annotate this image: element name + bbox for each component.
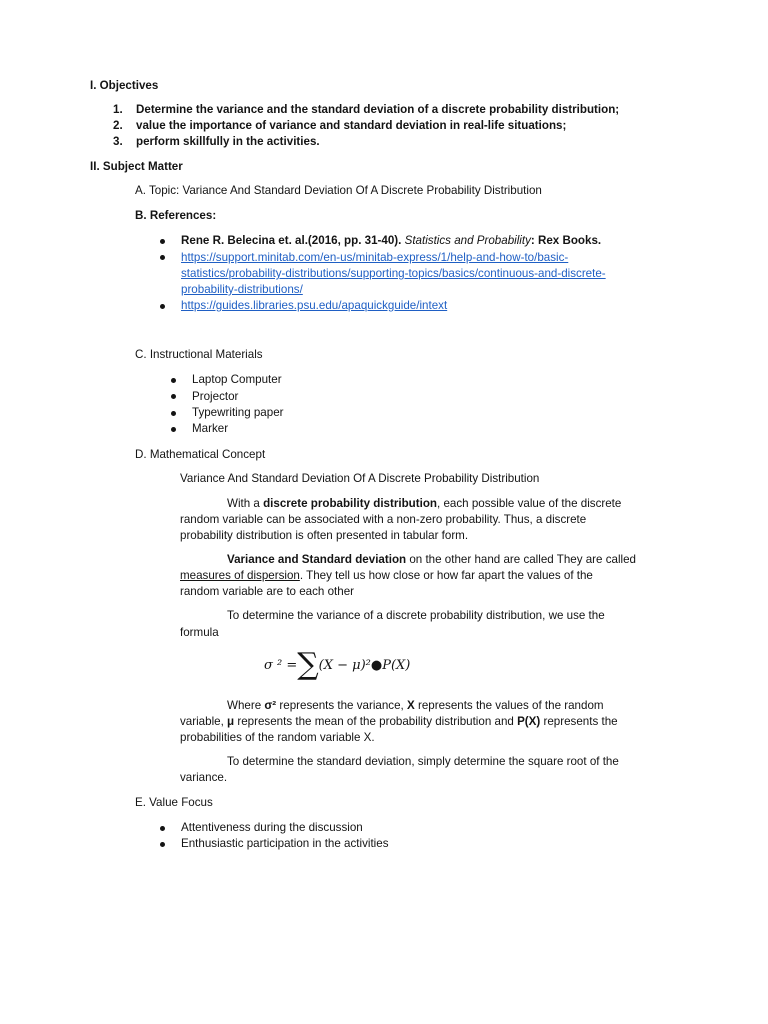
text-run-bold: X <box>407 699 415 712</box>
summation-icon: ∑ <box>297 647 319 682</box>
material-item: Typewriting paper <box>192 406 284 419</box>
text-run: . They tell us how close or how far apart the values of the <box>299 569 593 582</box>
paragraph-line: To determine the variance of a discrete probability distribution, we use the <box>227 609 605 622</box>
multiply-dot-icon: ● <box>370 658 383 673</box>
concept-title: Variance And Standard Deviation Of A Discrete Probability Distribution <box>180 472 540 485</box>
reference-link-minitab[interactable] <box>181 250 606 298</box>
reference-publisher: : Rex Books. <box>530 234 602 247</box>
formula-probability: P(X) <box>382 658 411 673</box>
paragraph-line: To determine the standard deviation, simply determine the square root of the <box>227 755 619 768</box>
text-run: , each possible value of the discrete <box>437 497 622 510</box>
text-run-bold: μ <box>227 715 235 728</box>
formula-lhs: σ ² = <box>264 658 298 673</box>
text-run-bold: P(X) <box>517 715 541 728</box>
text-run-bold: Variance and Standard deviation <box>227 553 407 566</box>
bullet-icon <box>171 427 176 432</box>
text-run: variable, <box>180 715 228 728</box>
paragraph-line <box>180 568 593 584</box>
material-item: Marker <box>192 422 229 435</box>
references-heading: B. References: <box>135 209 217 222</box>
link-line[interactable]: https://support.minitab.com/en-us/minitab-express/1/help-and-how-to/basic- <box>181 251 569 264</box>
text-run: represents the values of the random <box>414 699 604 712</box>
text-run: With a <box>227 497 264 510</box>
bullet-icon <box>171 394 176 399</box>
reference-book <box>181 233 601 249</box>
text-run: represents the mean of the probability distribution and <box>234 715 518 728</box>
paragraph-line: probability distribution is often presented in tabular form. <box>180 529 469 542</box>
text-run: represents the <box>540 715 618 728</box>
variance-formula <box>264 647 411 682</box>
link-line[interactable]: probability-distributions/ <box>181 283 303 296</box>
paragraph-line <box>180 714 618 730</box>
concept-heading: D. Mathematical Concept <box>135 448 266 461</box>
paragraph-line: variance. <box>180 771 228 784</box>
text-run: on the other hand are called They are called <box>406 553 637 566</box>
materials-heading: C. Instructional Materials <box>135 348 263 361</box>
bullet-icon <box>160 304 165 309</box>
value-item: Attentiveness during the discussion <box>181 821 363 834</box>
paragraph-line: random variable can be associated with a non-zero probability. Thus, a discrete <box>180 513 587 526</box>
paragraph-line <box>227 552 636 568</box>
text-run: represents the variance, <box>276 699 407 712</box>
paragraph-line <box>227 496 621 512</box>
topic-line: A. Topic: Variance And Standard Deviation Of A Discrete Probability Distribution <box>135 184 542 197</box>
bullet-icon <box>160 255 165 260</box>
value-item: Enthusiastic participation in the activities <box>181 837 389 850</box>
objective-number: 3. <box>113 135 123 148</box>
formula-term: (X − μ)² <box>318 658 371 673</box>
value-focus-heading: E. Value Focus <box>135 796 213 809</box>
paragraph-line: formula <box>180 626 219 639</box>
bullet-icon <box>160 826 165 831</box>
objective-text: perform skillfully in the activities. <box>136 135 320 148</box>
bullet-icon <box>160 842 165 847</box>
objective-number: 1. <box>113 103 123 116</box>
link-line[interactable]: statistics/probability-distributions/supporting-topics/basics/continuous-and-discrete- <box>181 267 606 280</box>
objective-number: 2. <box>113 119 123 132</box>
material-item: Laptop Computer <box>192 373 282 386</box>
text-run-underlined: measures of dispersion <box>180 569 300 582</box>
text-run-bold: discrete probability distribution <box>263 497 438 510</box>
paragraph-line <box>227 698 604 714</box>
paragraph-line: probabilities of the random variable X. <box>180 731 375 744</box>
material-item: Projector <box>192 390 239 403</box>
link-line[interactable]: https://guides.libraries.psu.edu/apaquickguide/intext <box>181 299 448 312</box>
bullet-icon <box>171 378 176 383</box>
objective-text: Determine the variance and the standard deviation of a discrete probability distribution; <box>136 103 620 116</box>
reference-authors: Rene R. Belecina et. al.(2016, pp. 31-40). <box>181 234 405 247</box>
objective-text: value the importance of variance and standard deviation in real-life situations; <box>136 119 567 132</box>
bullet-icon <box>160 239 165 244</box>
reference-title: Statistics and Probability <box>404 234 531 247</box>
reference-link-psu[interactable] <box>181 298 447 314</box>
objectives-heading: I. Objectives <box>90 79 159 92</box>
subject-matter-heading: II. Subject Matter <box>90 160 183 173</box>
text-run-bold: σ² <box>264 699 277 712</box>
bullet-icon <box>171 411 176 416</box>
paragraph-line: random variable are to each other <box>180 585 355 598</box>
text-run: Where <box>227 699 265 712</box>
